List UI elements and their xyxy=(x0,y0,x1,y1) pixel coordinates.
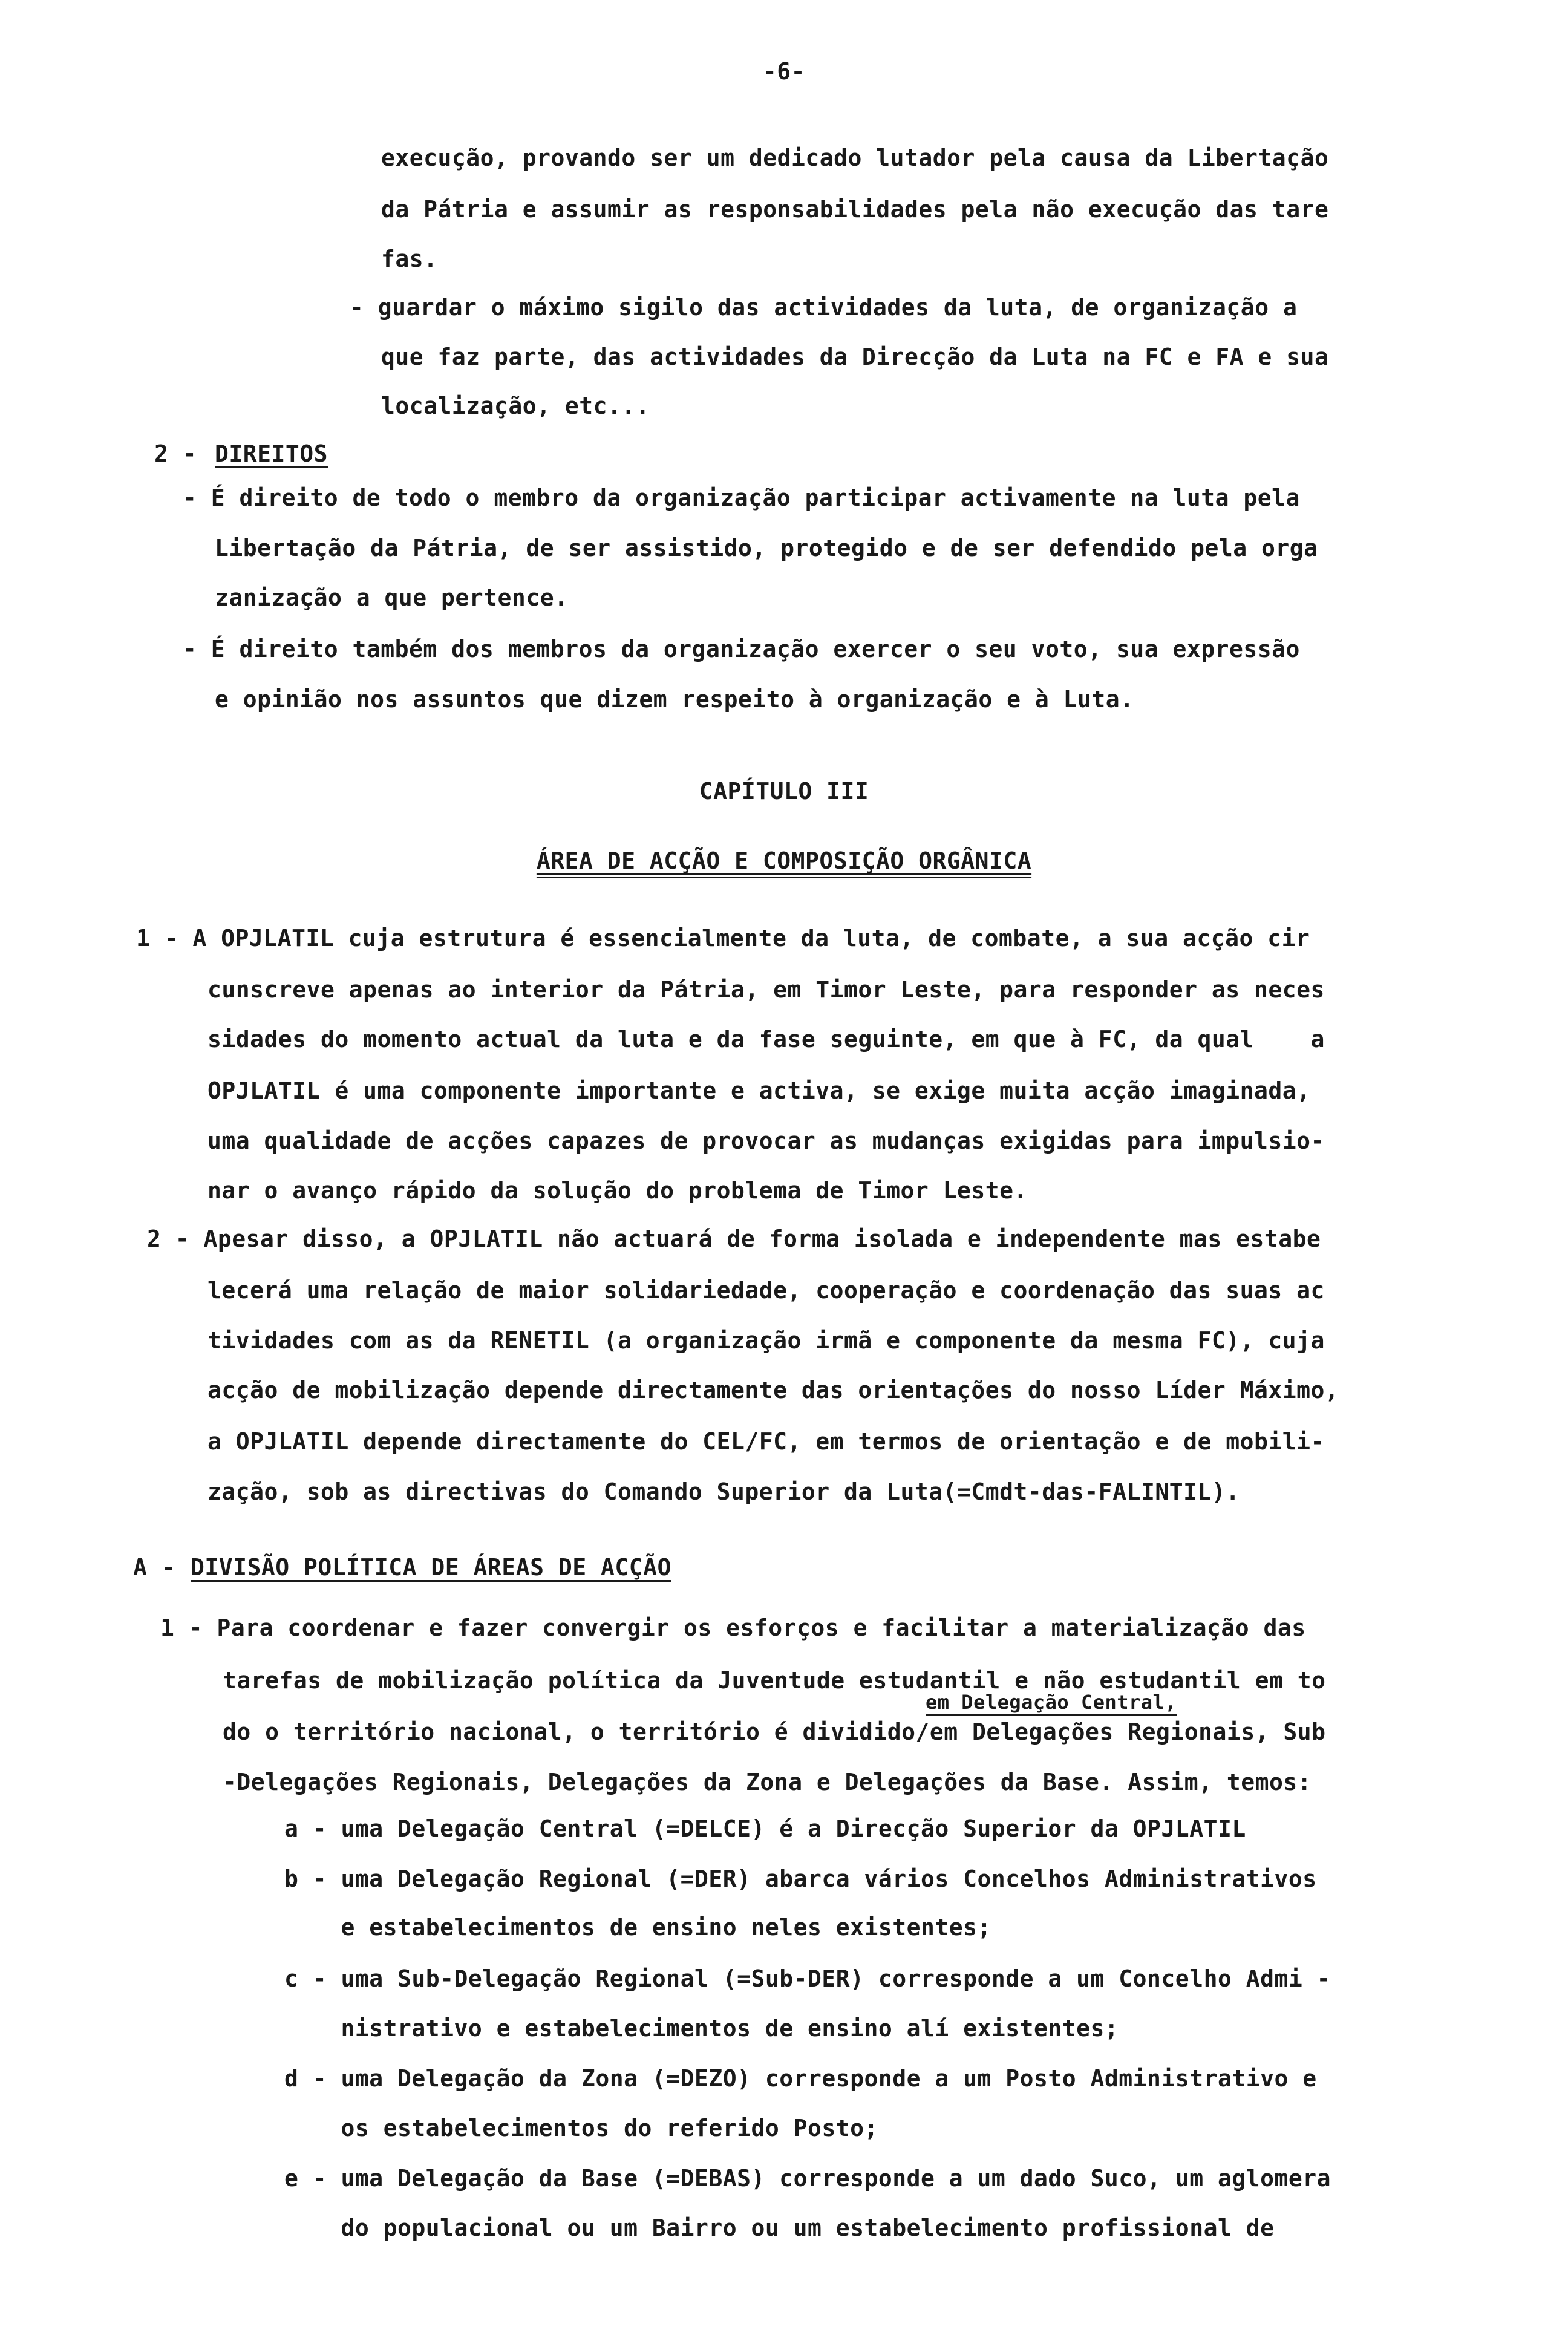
paragraph-line: tarefas de mobilização política da Juventude estudantil e não estudantil em to xyxy=(223,1667,1326,1694)
paragraph-line: 1 - Para coordenar e fazer convergir os esforços e facilitar a materialização das xyxy=(160,1615,1306,1641)
list-item: d - uma Delegação da Zona (=DEZO) corresponde a um Posto Administrativo e xyxy=(284,2065,1317,2092)
chapter-title: CAPÍTULO III xyxy=(699,778,869,805)
paragraph-line: uma qualidade de acções capazes de provocar as mudanças exigidas para impulsio- xyxy=(207,1128,1325,1154)
rights-line: e opinião nos assuntos que dizem respeito à organização e à Luta. xyxy=(215,686,1134,713)
paragraph-line: 2 - Apesar disso, a OPJLATIL não actuará de forma isolada e independente mas estabe xyxy=(147,1226,1321,1252)
list-item: c - uma Sub-Delegação Regional (=Sub-DER) corresponde a um Concelho Admi - xyxy=(284,1965,1331,1992)
rights-line: - É direito de todo o membro da organização participar activamente na luta pela xyxy=(183,485,1300,511)
paragraph-line: do o território nacional, o território é dividido/em Delegações Regionais, Sub xyxy=(223,1719,1326,1745)
intro-line: - guardar o máximo sigilo das actividades da luta, de organização a xyxy=(350,294,1298,321)
rights-line: - É direito também dos membros da organização exercer o seu voto, sua expressão xyxy=(183,636,1300,662)
paragraph-line: cunscreve apenas ao interior da Pátria, em Timor Leste, para responder as neces xyxy=(207,976,1325,1003)
intro-line: localização, etc... xyxy=(381,393,650,419)
rights-heading: DIREITOS xyxy=(215,440,328,467)
section-a-prefix: A - xyxy=(133,1554,176,1581)
paragraph-line: acção de mobilização depende directamente das orientações do nosso Líder Máximo, xyxy=(207,1377,1339,1403)
list-item: a - uma Delegação Central (=DELCE) é a Direcção Superior da OPJLATIL xyxy=(284,1815,1246,1842)
intro-line: que faz parte, das actividades da Direcção da Luta na FC e FA e sua xyxy=(381,344,1329,370)
paragraph-line: zação, sob as directivas do Comando Superior da Luta(=Cmdt-das-FALINTIL). xyxy=(207,1478,1240,1505)
intro-line: da Pátria e assumir as responsabilidades pela não execução das tare xyxy=(381,196,1329,223)
list-item: e estabelecimentos de ensino neles existentes; xyxy=(284,1914,991,1941)
paragraph-line: nar o avanço rápido da solução do problema de Timor Leste. xyxy=(207,1177,1028,1204)
rights-line: Libertação da Pátria, de ser assistido, protegido e de ser defendido pela orga xyxy=(215,535,1318,561)
page-number: -6- xyxy=(762,58,806,85)
intro-line: execução, provando ser um dedicado lutador pela causa da Libertação xyxy=(381,145,1329,171)
paragraph-line: 1 - A OPJLATIL cuja estrutura é essencialmente da luta, de combate, a sua acção cir xyxy=(136,925,1310,952)
rights-heading-number: 2 - xyxy=(154,440,197,467)
paragraph-line: lecerá uma relação de maior solidariedade, cooperação e coordenação das suas ac xyxy=(207,1277,1325,1304)
list-item: e - uma Delegação da Base (=DEBAS) corresponde a um dado Suco, um aglomera xyxy=(284,2165,1331,2192)
list-item: os estabelecimentos do referido Posto; xyxy=(284,2115,878,2141)
interline-insertion: em Delegação Central, xyxy=(926,1691,1177,1714)
list-item: b - uma Delegação Regional (=DER) abarca vários Concelhos Administrativos xyxy=(284,1866,1317,1892)
chapter-subtitle: ÁREA DE ACÇÃO E COMPOSIÇÃO ORGÂNICA xyxy=(536,847,1032,874)
list-item: do populacional ou um Bairro ou um estabelecimento profissional de xyxy=(284,2215,1275,2241)
section-a-title: DIVISÃO POLÍTICA DE ÁREAS DE ACÇÃO xyxy=(191,1554,671,1581)
intro-line: fas. xyxy=(381,246,438,272)
paragraph-line: -Delegações Regionais, Delegações da Zona e Delegações da Base. Assim, temos: xyxy=(223,1769,1312,1795)
list-item: nistrativo e estabelecimentos de ensino alí existentes; xyxy=(284,2015,1119,2042)
rights-line: zanização a que pertence. xyxy=(215,584,569,611)
paragraph-line: sidades do momento actual da luta e da fase seguinte, em que à FC, da qual a xyxy=(207,1026,1325,1053)
paragraph-line: OPJLATIL é uma componente importante e activa, se exige muita acção imaginada, xyxy=(207,1077,1311,1104)
paragraph-line: tividades com as da RENETIL (a organização irmã e componente da mesma FC), cuja xyxy=(207,1327,1325,1354)
paragraph-line: a OPJLATIL depende directamente do CEL/FC, em termos de orientação e de mobili- xyxy=(207,1428,1325,1455)
